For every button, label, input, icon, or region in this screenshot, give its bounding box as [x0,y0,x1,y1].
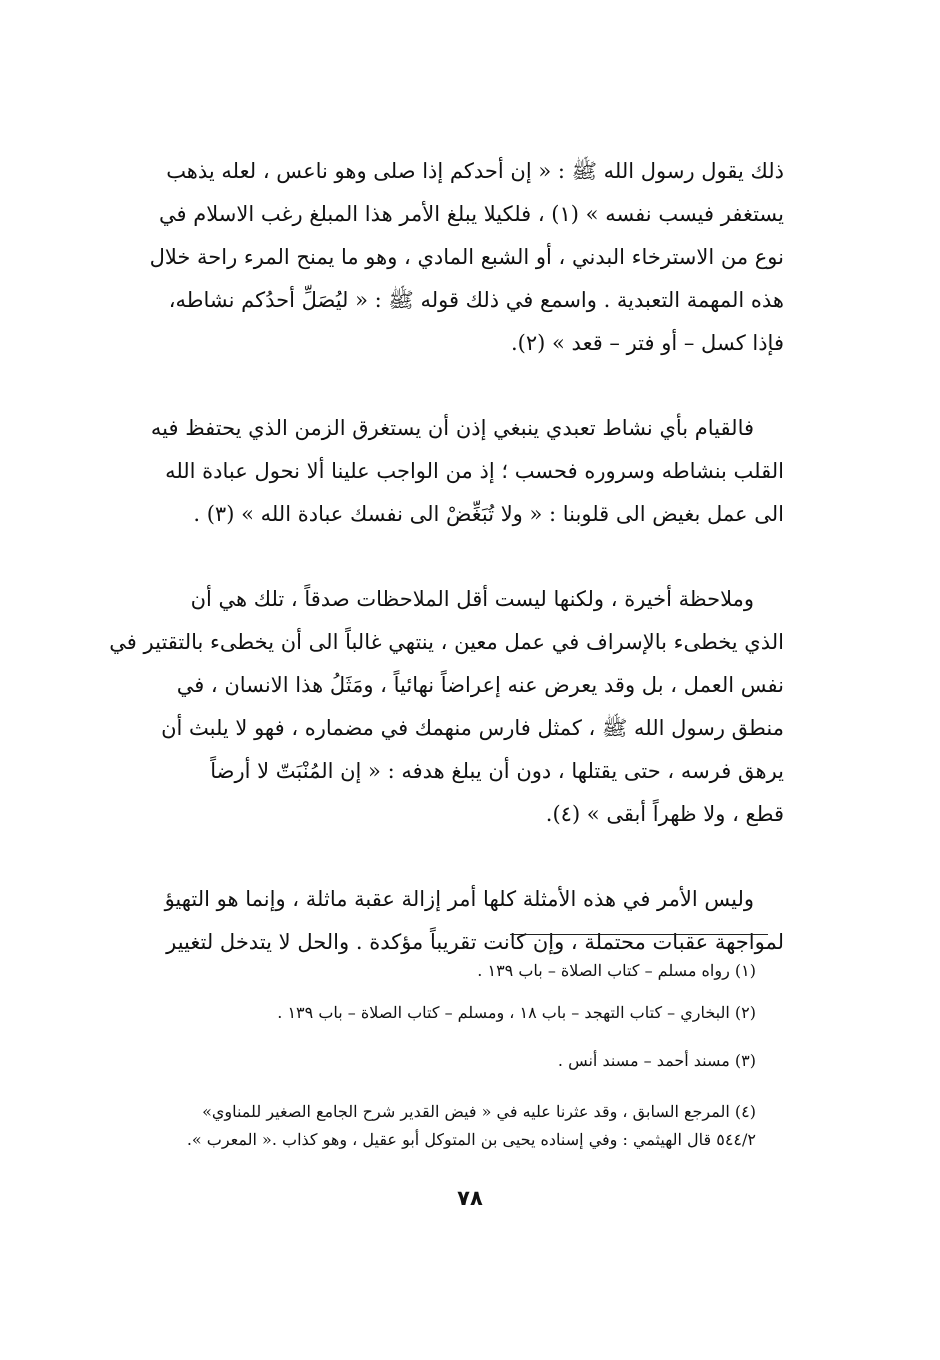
footnote-1: (١) رواه مسلم – كتاب الصلاة – باب ١٣٩ . [477,961,756,980]
text-line: الى عمل بغيض الى قلوبنا : « ولا تُبَغِّضْ الى نفسك عبادة الله » (٣) . [193,502,784,526]
footnote-4-continuation: ٥٤٤/٢ قال الهيثمي : وفي إسناده يحيى بن المتوكل أبو عقيل ، وهو كذاب .« المعرب ». [186,1130,756,1149]
text-line: نفس العمل ، بل وقد يعرض عنه إعراضاً نهائياً ، ومَثَلُ هذا الانسان ، في [176,673,784,697]
text-line: الذي يخطىء بالإسراف في عمل معين ، ينتهي غالباً الى أن يخطىء بالتقتير في [109,630,784,654]
text-line: ذلك يقول رسول الله ﷺ : « إن أحدكم إذا صلى وهو ناعس ، لعله يذهب [166,159,784,183]
text-line: نوع من الاسترخاء البدني ، أو الشبع المادي ، وهو ما يمنح المرء راحة خلال [149,245,784,269]
text-line: لمواجهة عقبات محتملة ، وإن كانت تقريباً مؤكدة . والحل لا يتدخل لتغيير [166,930,784,954]
text-line: منطق رسول الله ﷺ ، كمثل فارس منهمك في مضماره ، فهو لا يلبث أن [161,716,784,740]
main-text [108,150,784,964]
footnote-divider [510,934,768,935]
footnote-2: (٢) البخاري – كتاب التهجد – باب ١٨ ، ومسلم – كتاب الصلاة – باب ١٣٩ . [277,1003,756,1022]
paragraph-2 [108,407,784,536]
text-line: فإذا كسل – أو فتر – قعد » (٢). [511,331,784,355]
text-line: فالقيام بأي نشاط تعبدي ينبغي إذن أن يستغرق الزمن الذي يحتفظ فيه [150,416,754,440]
text-line: يرهق فرسه ، حتى يقتلها ، دون أن يبلغ هدفه : « إن المُنْبَتّ لا أرضاً [210,759,784,783]
text-line: وملاحظة أخيرة ، ولكنها ليست أقل الملاحظات صدقاً ، تلك هي أن [190,587,754,611]
footnotes [108,952,756,1154]
paragraph-1 [108,150,784,365]
text-line: هذه المهمة التعبدية . واسمع في ذلك قوله ﷺ : « ليُصَلِّ أحدُكم نشاطه، [168,288,784,312]
text-line: قطع ، ولا ظهراً أبقى » (٤). [545,802,784,826]
footnote-4: (٤) المرجع السابق ، وقد عثرنا عليه في « فيض القدير شرح الجامع الصغير للمناوي» [202,1102,756,1121]
text-line: وليس الأمر في هذه الأمثلة كلها أمر إزالة عقبة ماثلة ، وإنما هو التهيؤ [164,887,754,911]
text-line: القلب بنشاطه وسروره فحسب ؛ إذ من الواجب علينا ألا نحول عبادة الله [165,459,784,483]
text-line: يستغفر فيسب نفسه » (١) ، فلكيلا يبلغ الأمر هذا المبلغ رغب الاسلام في [159,202,784,226]
footnote-3: (٣) مسند أحمد – مسند أنس . [557,1051,756,1070]
paragraph-3 [108,578,784,836]
page-number: ٧٨ [457,1186,483,1210]
